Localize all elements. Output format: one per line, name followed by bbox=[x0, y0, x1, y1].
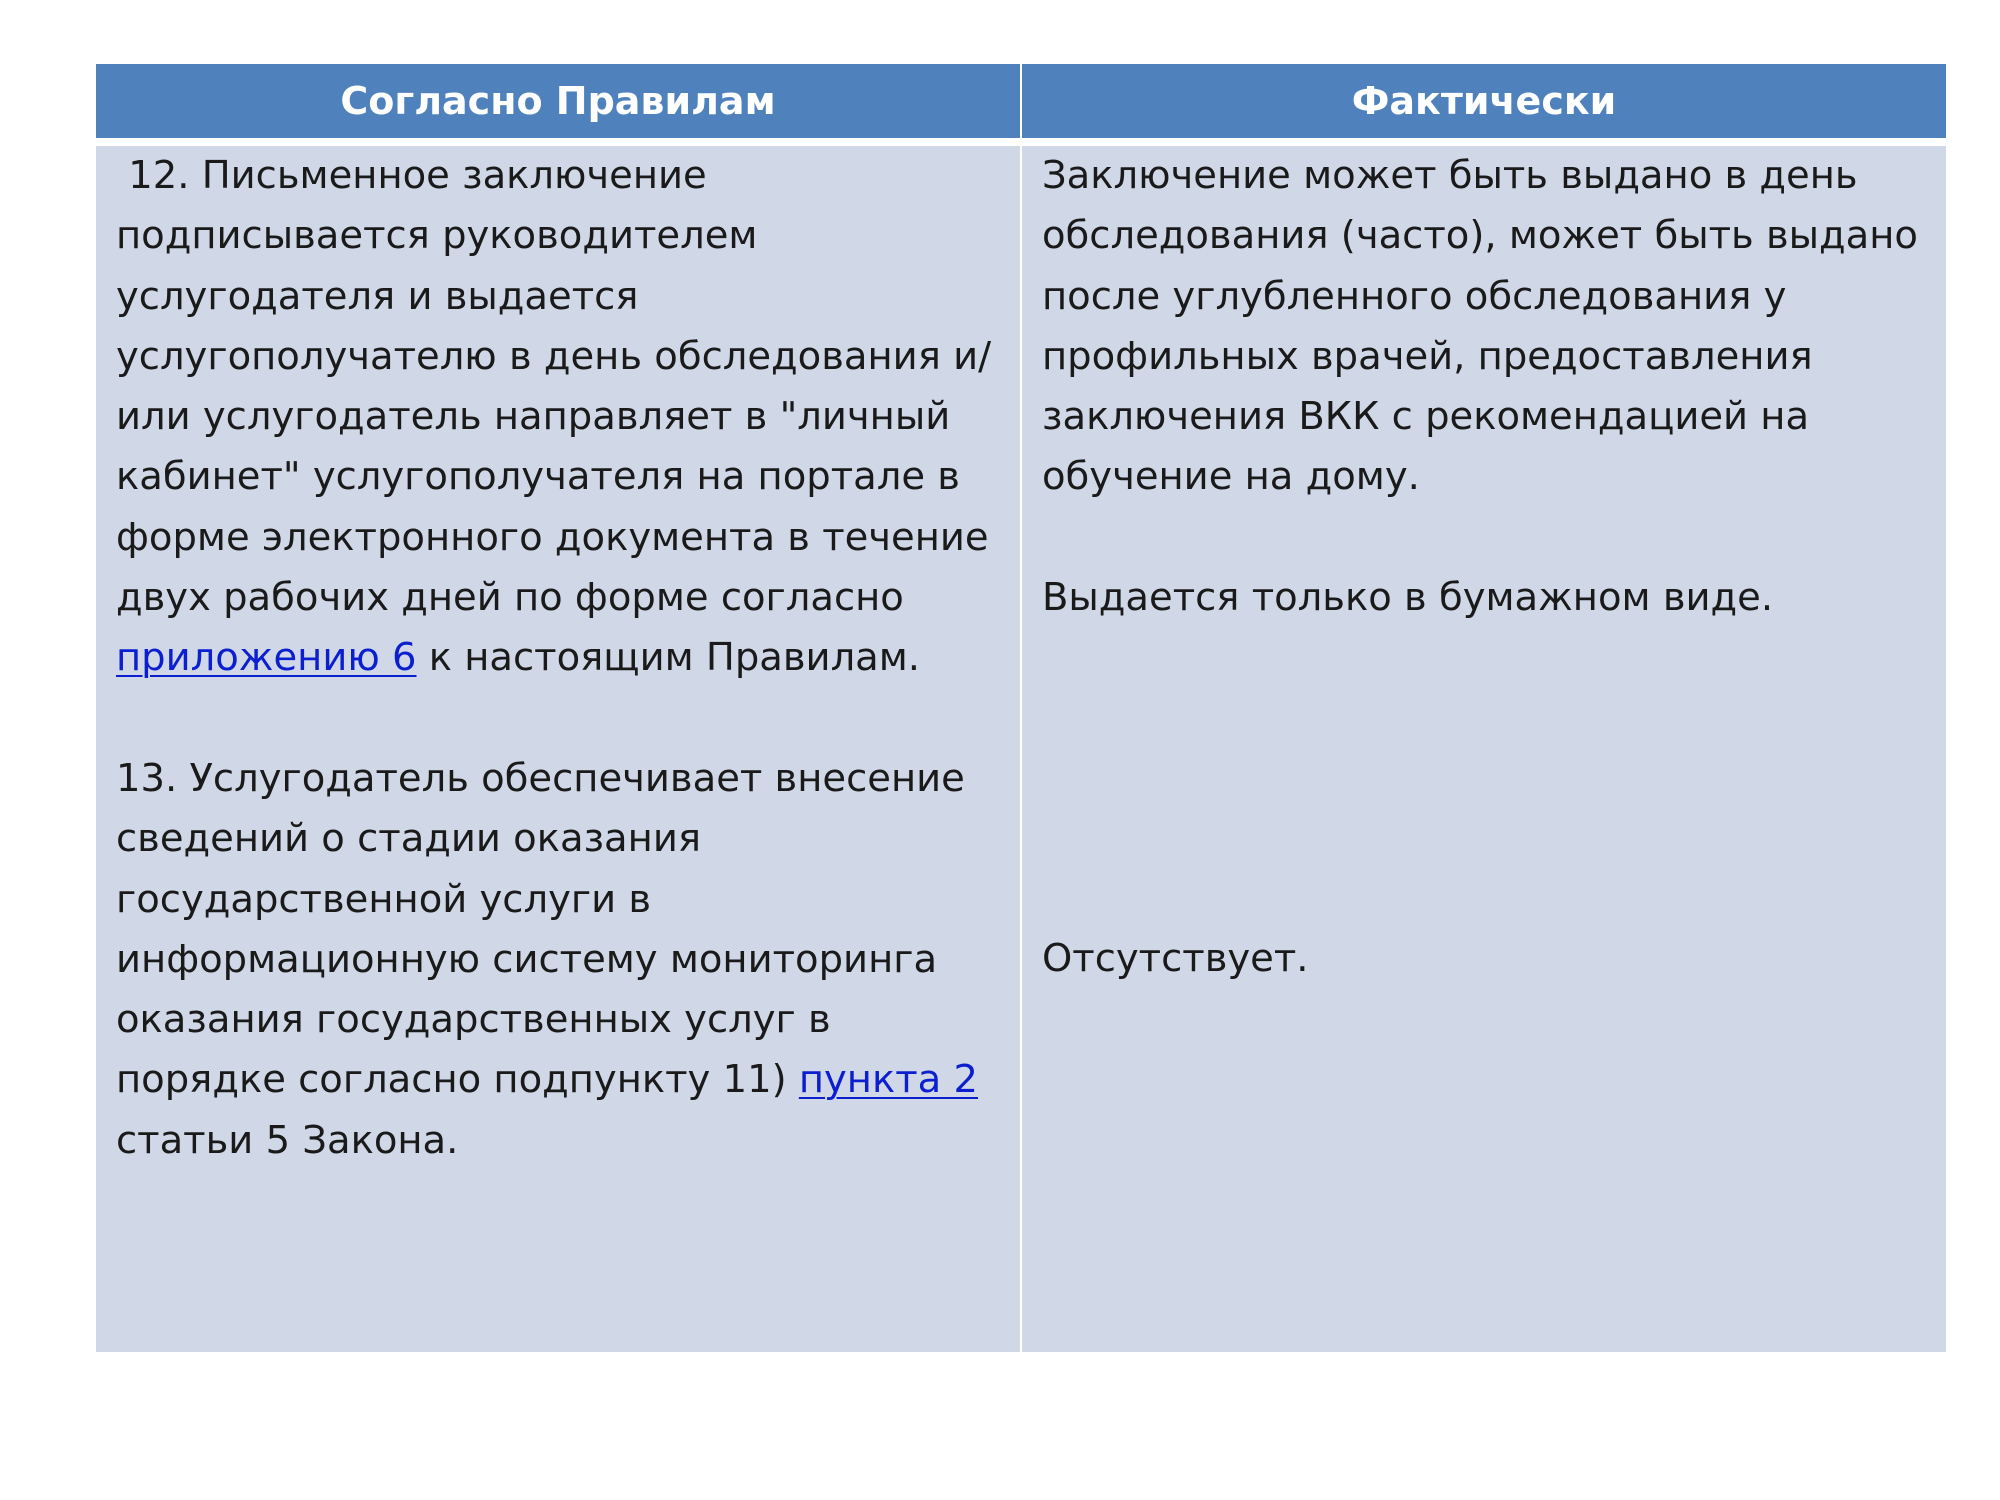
rule-12-text: 12. Письменное заключение подписывается руководителем услугодателя и выдается услугополучателю в день обследования и/или услугодатель направляет в "личный кабинет" услугополучателя на портале в форме электронного документа в течение двух рабочих дней по форме согласно bbox=[116, 153, 992, 621]
rule-12-paragraph bbox=[116, 146, 1010, 689]
appendix-6-link[interactable]: приложению 6 bbox=[116, 635, 417, 681]
actual-absent-paragraph: Отсутствует. bbox=[1042, 936, 1309, 982]
actual-paper-only-paragraph: Выдается только в бумажном виде. bbox=[1042, 575, 1774, 621]
header-rules-label: Согласно Правилам bbox=[340, 79, 776, 123]
header-actual bbox=[1022, 64, 1946, 138]
point-2-link[interactable]: пункта 2 bbox=[798, 1057, 978, 1103]
header-actual-label: Фактически bbox=[1351, 79, 1617, 123]
rules-cell bbox=[96, 146, 1020, 1352]
actual-conclusion-paragraph: Заключение может быть выдано в день обследования (часто), может быть выдано после углубленного обследования у профильных врачей, предоставления заключения ВКК с рекомендацией на обучение на дому. bbox=[1042, 153, 1918, 500]
comparison-table bbox=[96, 64, 1946, 1352]
actual-cell bbox=[1022, 146, 1946, 1352]
rule-12-text-end: к настоящим Правилам. bbox=[416, 635, 921, 681]
rule-13-text-end: статьи 5 Закона. bbox=[116, 1117, 459, 1163]
rule-13-text: 13. Услугодатель обеспечивает внесение сведений о стадии оказания государственной услуги в информационную систему мониторинга оказания государственных услуг в порядке согласно подпункту 11) bbox=[116, 755, 965, 1103]
rule-13-paragraph bbox=[116, 749, 1010, 1171]
header-rules bbox=[96, 64, 1020, 138]
